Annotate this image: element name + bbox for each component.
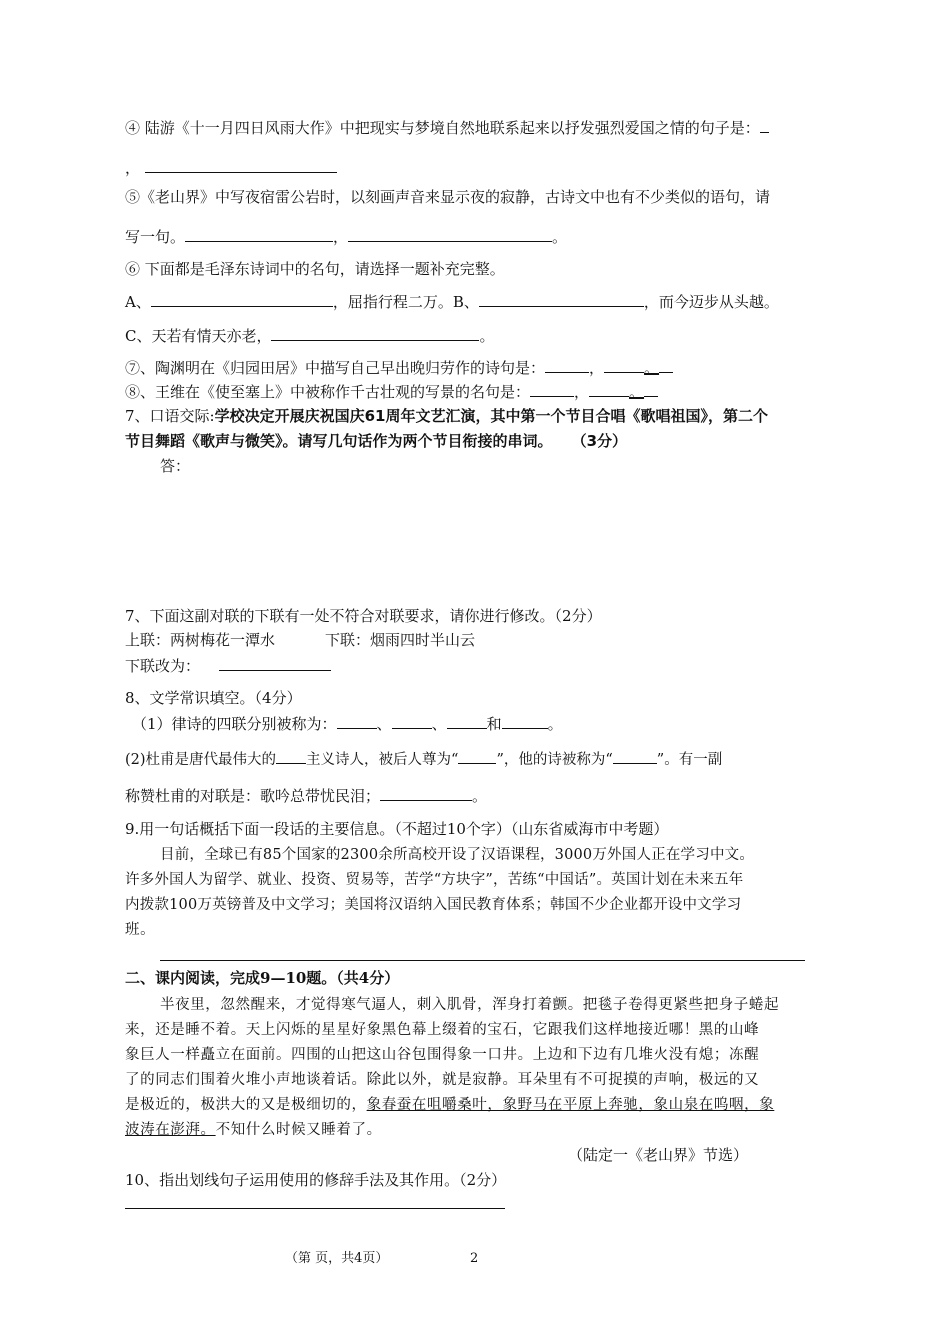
option-b-text: ，而今迈步从头越。 [643,293,779,311]
oral-score: （3分） [571,432,628,450]
underlined-sentence-2: 波涛在澎湃。 [125,1122,216,1138]
section-2-heading: 二、课内阅读，完成9—10题。（共4分） [125,969,400,987]
blank [502,713,548,729]
answer-label: 答： [160,457,191,475]
period-text: 。 [547,715,563,733]
passage-source: （陆定一《老山界》节选） [568,1146,749,1164]
blank [276,748,306,764]
underlined-sentence-1: 象春蚕在咀嚼桑叶，象野马在平原上奔驰，象山泉在呜咽，象 [366,1097,775,1113]
comma-text: ， [574,383,590,401]
couplet-upper: 上联：两树梅花一潭水 [125,631,276,649]
period-text: 。 [644,359,660,377]
oral-text-2: 节目舞蹈《歌声与微笑》。请写几句话作为两个节目衔接的串词。 [125,432,553,450]
question-5-continuation [125,226,567,247]
page-footer: （第 页，共4页） [285,1251,389,1266]
question-7a-text: ⑦、陶渊明在《归园田居》中描写自己早出晚归劳作的诗句是： [125,359,546,377]
period-text: 。 [552,228,568,246]
blank [604,357,644,373]
he-text: 和 [486,715,502,733]
blank [185,226,333,242]
question-8a-text: ⑧、王维在《使至塞上》中被称作千古壮观的写景的名句是： [125,383,531,401]
blank [348,226,552,242]
blank [589,381,629,397]
passage-line-5 [125,1095,774,1115]
summary-question: 9.用一句话概括下面一段话的主要信息。（不超过10个字）（山东省威海市中考题） [125,820,669,838]
lit-2-a: (2)杜甫是唐代最伟大的 [125,752,277,768]
question-5-text: ⑤《老山界》中写夜宿雷公岩时，以刻画声音来显示夜的寂静，古诗文中也有不少类似的语句，请 [125,188,771,206]
option-a-text: ，屈指行程二万。B、 [332,293,479,311]
lit-2-d: ”。有一副 [656,752,723,768]
summary-paragraph-4: 班。 [125,922,156,938]
option-c-text: C、天若有情天亦老， [125,327,272,345]
question-6-line [125,259,505,279]
summary-paragraph-1: 目前，全球已有85个国家的2300余所高校开设了汉语课程，3000万外国人正在学习中文。 [160,847,755,863]
literature-item-2 [125,748,722,770]
comma-text: ， [589,359,605,377]
answer-line [160,960,805,961]
blank [392,713,432,729]
summary-paragraph-2: 许多外国人为留学、就业、投资、贸易等，苦学“方块字”，苦练“中国话”。英国计划在未来五年 [125,872,744,888]
couplet-question: 7、下面这副对联的下联有一处不符合对联要求，请你进行修改。（2分） [125,607,602,625]
passage-line-1: 半夜里，忽然醒来，才觉得寒气逼人，刺入肌骨，浑身打着颤。把毯子卷得更紧些把身子蜷起 [160,997,780,1013]
blank [479,291,644,307]
literature-item-3 [125,785,487,806]
blank [613,748,657,764]
question-5-line [125,187,770,207]
lit-2-b: 主义诗人，被后人尊为“ [306,752,459,768]
question-6-option-c [125,325,495,346]
comma-text: ， [125,159,141,177]
blank [151,291,333,307]
answer-line [125,1208,505,1209]
oral-prefix: 7、口语交际: [125,407,215,425]
passage-line-3: 象巨人一样矗立在面前。四围的山把这山谷包围得象一口井。上边和下边有几堆火没有熄；冻醒 [125,1047,760,1063]
page-number: 2 [470,1251,479,1266]
blank [760,117,769,133]
passage-6b: 不知什么时候又睡着了。 [215,1122,382,1138]
blank [530,381,574,397]
couplet-lower: 下联：烟雨四时半山云 [325,631,476,649]
question-4-text: ④ 陆游《十一月四日风雨大作》中把现实与梦境自然地联系起来以抒发强烈爱国之情的句子是： [125,119,760,137]
couplet-fix-label: 下联改为： [125,657,201,675]
summary-paragraph-3: 内拨款100万英镑普及中文学习；美国将汉语纳入国民教育体系；韩国不少企业都开设中文学习 [125,897,742,913]
passage-line-2: 来，还是睡不着。天上闪烁的星星好象黑色幕上缀着的宝石，它跟我们这样地接近哪！黑的山峰 [125,1022,760,1038]
period-text: 。 [472,787,488,805]
question-4-line [125,117,769,138]
oral-question-line-1 [125,406,768,426]
blank [145,157,337,173]
passage-5a: 是极近的，极洪大的又是极细切的， [125,1097,367,1113]
literature-item-1 [132,713,563,734]
lit-3-text: 称赞杜甫的对联是：歌吟总带忧民泪； [125,787,381,805]
period-text: 。 [479,327,495,345]
blank [545,357,589,373]
passage-line-4: 了的同志们围着火堆小声地谈着话。除此以外，就是寂静。耳朵里有不可捉摸的声响，极远的又 [125,1072,760,1088]
lit-2-c: ”，他的诗被称为“ [496,752,613,768]
comma-text: ， [333,228,349,246]
period-text: 。 [629,383,645,401]
blank [644,381,658,397]
question-7a-line [125,357,673,378]
blank [219,655,331,671]
question-5-cont-text: 写一句。 [125,228,186,246]
oral-question-line-2 [125,431,627,451]
couplet-line [125,630,475,650]
literature-question: 8、文学常识填空。（4分） [125,689,302,707]
option-a-label: A、 [125,293,151,311]
lit-1-text: （1）律诗的四联分别被称为： [132,715,337,733]
oral-text-1: 学校决定开展庆祝国庆61周年文艺汇演，其中第一个节目合唱《歌唱祖国》，第二个 [214,407,768,425]
question-6-options-ab [125,291,779,312]
blank [659,357,673,373]
blank [337,713,377,729]
couplet-fix-line [125,655,331,676]
blank [447,713,487,729]
dun-text: 、 [376,715,392,733]
dun-text: 、 [431,715,447,733]
question-8a-line [125,381,658,402]
question-6-text: ⑥ 下面都是毛泽东诗词中的名句，请选择一题补充完整。 [125,260,505,278]
blank [458,748,496,764]
blank [271,325,479,341]
question-4-continuation [125,157,337,178]
blank [380,785,472,801]
question-10: 10、指出划线句子运用使用的修辞手法及其作用。（2分） [125,1171,507,1189]
passage-line-6 [125,1120,382,1140]
